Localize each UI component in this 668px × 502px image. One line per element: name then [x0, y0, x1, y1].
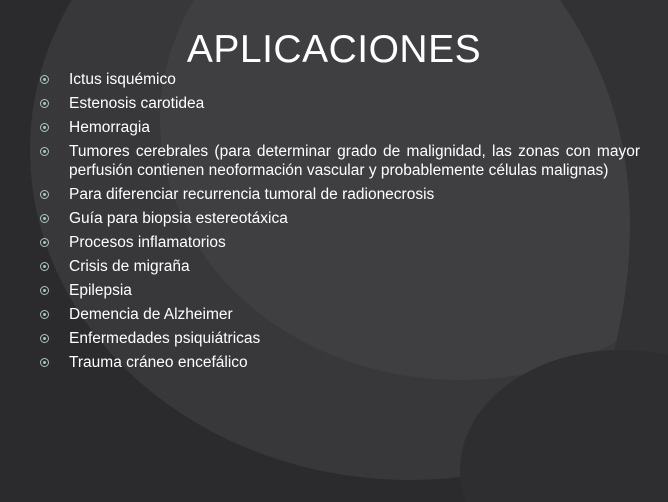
- circle-bullet-icon: [40, 123, 49, 132]
- list-item: Demencia de Alzheimer: [40, 305, 640, 324]
- list-item: Crisis de migraña: [40, 257, 640, 276]
- list-item: Hemorragia: [40, 118, 640, 137]
- circle-bullet-icon: [40, 310, 49, 319]
- circle-bullet-icon: [40, 75, 49, 84]
- list-item: Ictus isquémico: [40, 70, 640, 89]
- bullet-list: [40, 70, 640, 377]
- circle-bullet-icon: [40, 147, 49, 156]
- circle-bullet-icon: [40, 334, 49, 343]
- list-item: Enfermedades psiquiátricas: [40, 329, 640, 348]
- list-item: Tumores cerebrales (para determinar grado de malignidad, las zonas con mayor perfusión contienen neoformación vascular y probablemente células malignas): [40, 142, 640, 180]
- list-item: Para diferenciar recurrencia tumoral de radionecrosis: [40, 185, 640, 204]
- circle-bullet-icon: [40, 286, 49, 295]
- circle-bullet-icon: [40, 238, 49, 247]
- list-item: Trauma cráneo encefálico: [40, 353, 640, 372]
- circle-bullet-icon: [40, 214, 49, 223]
- slide-title: APLICACIONES: [186, 28, 482, 71]
- list-item: Epilepsia: [40, 281, 640, 300]
- circle-bullet-icon: [40, 358, 49, 367]
- list-item: Estenosis carotidea: [40, 94, 640, 113]
- list-item: Procesos inflamatorios: [40, 233, 640, 252]
- list-item: Guía para biopsia estereotáxica: [40, 209, 640, 228]
- circle-bullet-icon: [40, 99, 49, 108]
- circle-bullet-icon: [40, 190, 49, 199]
- circle-bullet-icon: [40, 262, 49, 271]
